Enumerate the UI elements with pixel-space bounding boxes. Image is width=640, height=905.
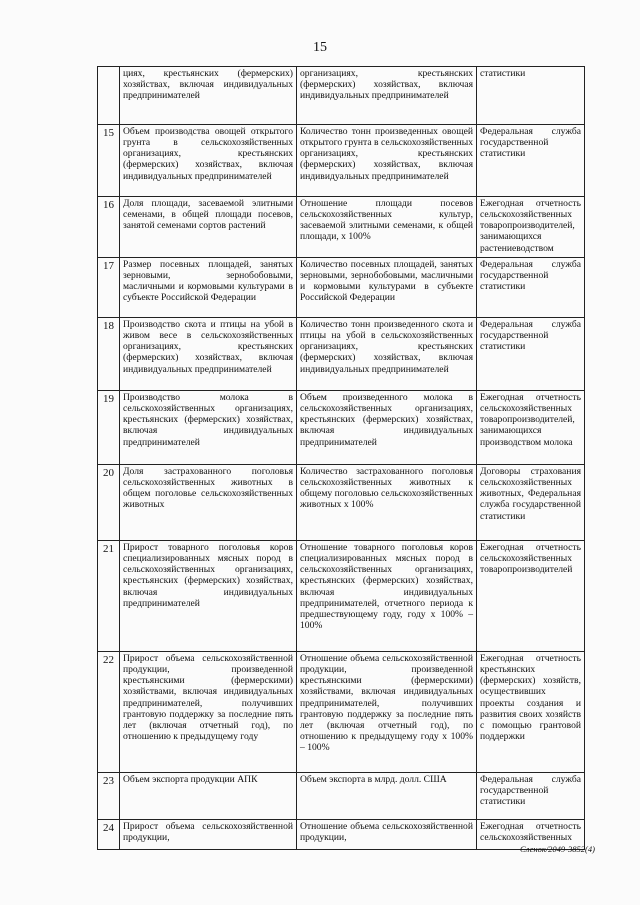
indicator-cell: Прирост объема сельскохозяйственной продукции, произведенной крестьянскими (фермерскими) хозяйствами, включая индивидуальных предпринимателей, получивших грантовую поддержку за последние пять лет (включая отчетный год), по отношению к предыдущему году	[120, 652, 297, 773]
source-cell: Ежегодная отчетность сельскохозяйственных товаропроизводителей, занимающихся производством молока	[477, 391, 585, 465]
table-row	[98, 820, 585, 850]
source-cell: статистики	[477, 67, 585, 125]
indicator-cell: Доля площади, засеваемой элитными семенами, в общей площади посевов, занятой семенами сортов растений	[120, 197, 297, 258]
indicator-cell: Объем производства овощей открытого грунта в сельскохозяйственных организациях, крестьянских (фермерских) хозяйствах, включая индивидуальных предпринимателей	[120, 125, 297, 197]
indicator-cell: Прирост объема сельскохозяйственной продукции,	[120, 820, 297, 850]
method-cell: Количество застрахованного поголовья сельскохозяйственных животных к общему поголовью сельскохозяйственных животных х 100%	[297, 465, 477, 541]
method-cell: Объем произведенного молока в сельскохозяйственных организациях, крестьянских (фермерских) хозяйствах, включая индивидуальных предпринимателей	[297, 391, 477, 465]
table-row	[98, 258, 585, 318]
row-number: 23	[98, 773, 120, 820]
source-cell: Договоры страхования сельскохозяйственных животных, Федеральная служба государственной статистики	[477, 465, 585, 541]
table-row	[98, 67, 585, 125]
method-cell: Отношение товарного поголовья коров специализированных мясных пород в сельскохозяйственных организациях, крестьянских (фермерских) хозяйствах, включая индивидуальных предпринимателей, отчетного периода к предшествующему году, году х 100% – 100%	[297, 541, 477, 652]
source-cell: Федеральная служба государственной статистики	[477, 773, 585, 820]
row-number: 20	[98, 465, 120, 541]
method-cell: Количество посевных площадей, занятых зерновыми, зернобобовыми, масличными и кормовыми культурами в субъекте Российской Федерации	[297, 258, 477, 318]
row-number: 18	[98, 318, 120, 391]
document-code: Сленок/2049-3852(4)	[520, 844, 595, 854]
source-cell: Ежегодная отчетность сельскохозяйственных товаропроизводителей, занимающихся растениеводством	[477, 197, 585, 258]
indicators-table	[97, 66, 585, 850]
table-row	[98, 391, 585, 465]
indicator-cell: Размер посевных площадей, занятых зерновыми, зернобобовыми, масличными и кормовыми культурами в субъекте Российской Федерации	[120, 258, 297, 318]
table-row	[98, 773, 585, 820]
source-cell: Федеральная служба государственной статистики	[477, 318, 585, 391]
table-row	[98, 541, 585, 652]
source-cell: Федеральная служба государственной статистики	[477, 258, 585, 318]
method-cell: Отношение объема сельскохозяйственной продукции, произведенной крестьянскими (фермерскими) хозяйствами, включая индивидуальных предпринимателей, получивших грантовую поддержку за последние пять лет (включая отчетный год), по отношению к предыдущему году х 100% – 100%	[297, 652, 477, 773]
indicator-cell: циях, крестьянских (фермерских) хозяйствах, включая индивидуальных предпринимателей	[120, 67, 297, 125]
source-cell: Федеральная служба государственной статистики	[477, 125, 585, 197]
indicator-cell: Прирост товарного поголовья коров специализированных мясных пород в сельскохозяйственных организациях, крестьянских (фермерских) хозяйствах, включая индивидуальных предпринимателей	[120, 541, 297, 652]
method-cell: организациях, крестьянских (фермерских) хозяйствах, включая индивидуальных предпринимателей	[297, 67, 477, 125]
table-row	[98, 125, 585, 197]
source-cell: Ежегодная отчетность сельскохозяйственных товаропроизводителей	[477, 541, 585, 652]
row-number: 17	[98, 258, 120, 318]
row-number: 16	[98, 197, 120, 258]
page-number: 15	[313, 40, 327, 55]
method-cell: Объем экспорта в млрд. долл. США	[297, 773, 477, 820]
method-cell: Отношение площади посевов сельскохозяйственных культур, засеваемой элитными семенами, к общей площади, х 100%	[297, 197, 477, 258]
row-number: 19	[98, 391, 120, 465]
row-number	[98, 67, 120, 125]
source-cell: Ежегодная отчетность крестьянских (фермерских) хозяйств, осуществивших проекты создания и развития своих хозяйств с помощью грантовой поддержки	[477, 652, 585, 773]
row-number: 15	[98, 125, 120, 197]
indicator-cell: Производство молока в сельскохозяйственных организациях, крестьянских (фермерских) хозяйствах, включая индивидуальных предпринимателей	[120, 391, 297, 465]
row-number: 22	[98, 652, 120, 773]
method-cell: Количество тонн произведенного скота и птицы на убой в сельскохозяйственных организациях, крестьянских (фермерских) хозяйствах, включая индивидуальных предпринимателей	[297, 318, 477, 391]
indicator-cell: Объем экспорта продукции АПК	[120, 773, 297, 820]
method-cell: Отношение объема сельскохозяйственной продукции,	[297, 820, 477, 850]
row-number: 21	[98, 541, 120, 652]
method-cell: Количество тонн произведенных овощей открытого грунта в сельскохозяйственных организациях, крестьянских (фермерских) хозяйствах, включая индивидуальных предпринимателей	[297, 125, 477, 197]
indicator-cell: Доля застрахованного поголовья сельскохозяйственных животных в общем поголовье сельскохозяйственных животных	[120, 465, 297, 541]
row-number: 24	[98, 820, 120, 850]
indicator-cell: Производство скота и птицы на убой в живом весе в сельскохозяйственных организациях, крестьянских (фермерских) хозяйствах, включая индивидуальных предпринимателей	[120, 318, 297, 391]
table-row	[98, 465, 585, 541]
source-cell: Ежегодная отчетность сельскохозяйственных	[477, 820, 585, 850]
table-row	[98, 652, 585, 773]
table-row	[98, 197, 585, 258]
table-row	[98, 318, 585, 391]
